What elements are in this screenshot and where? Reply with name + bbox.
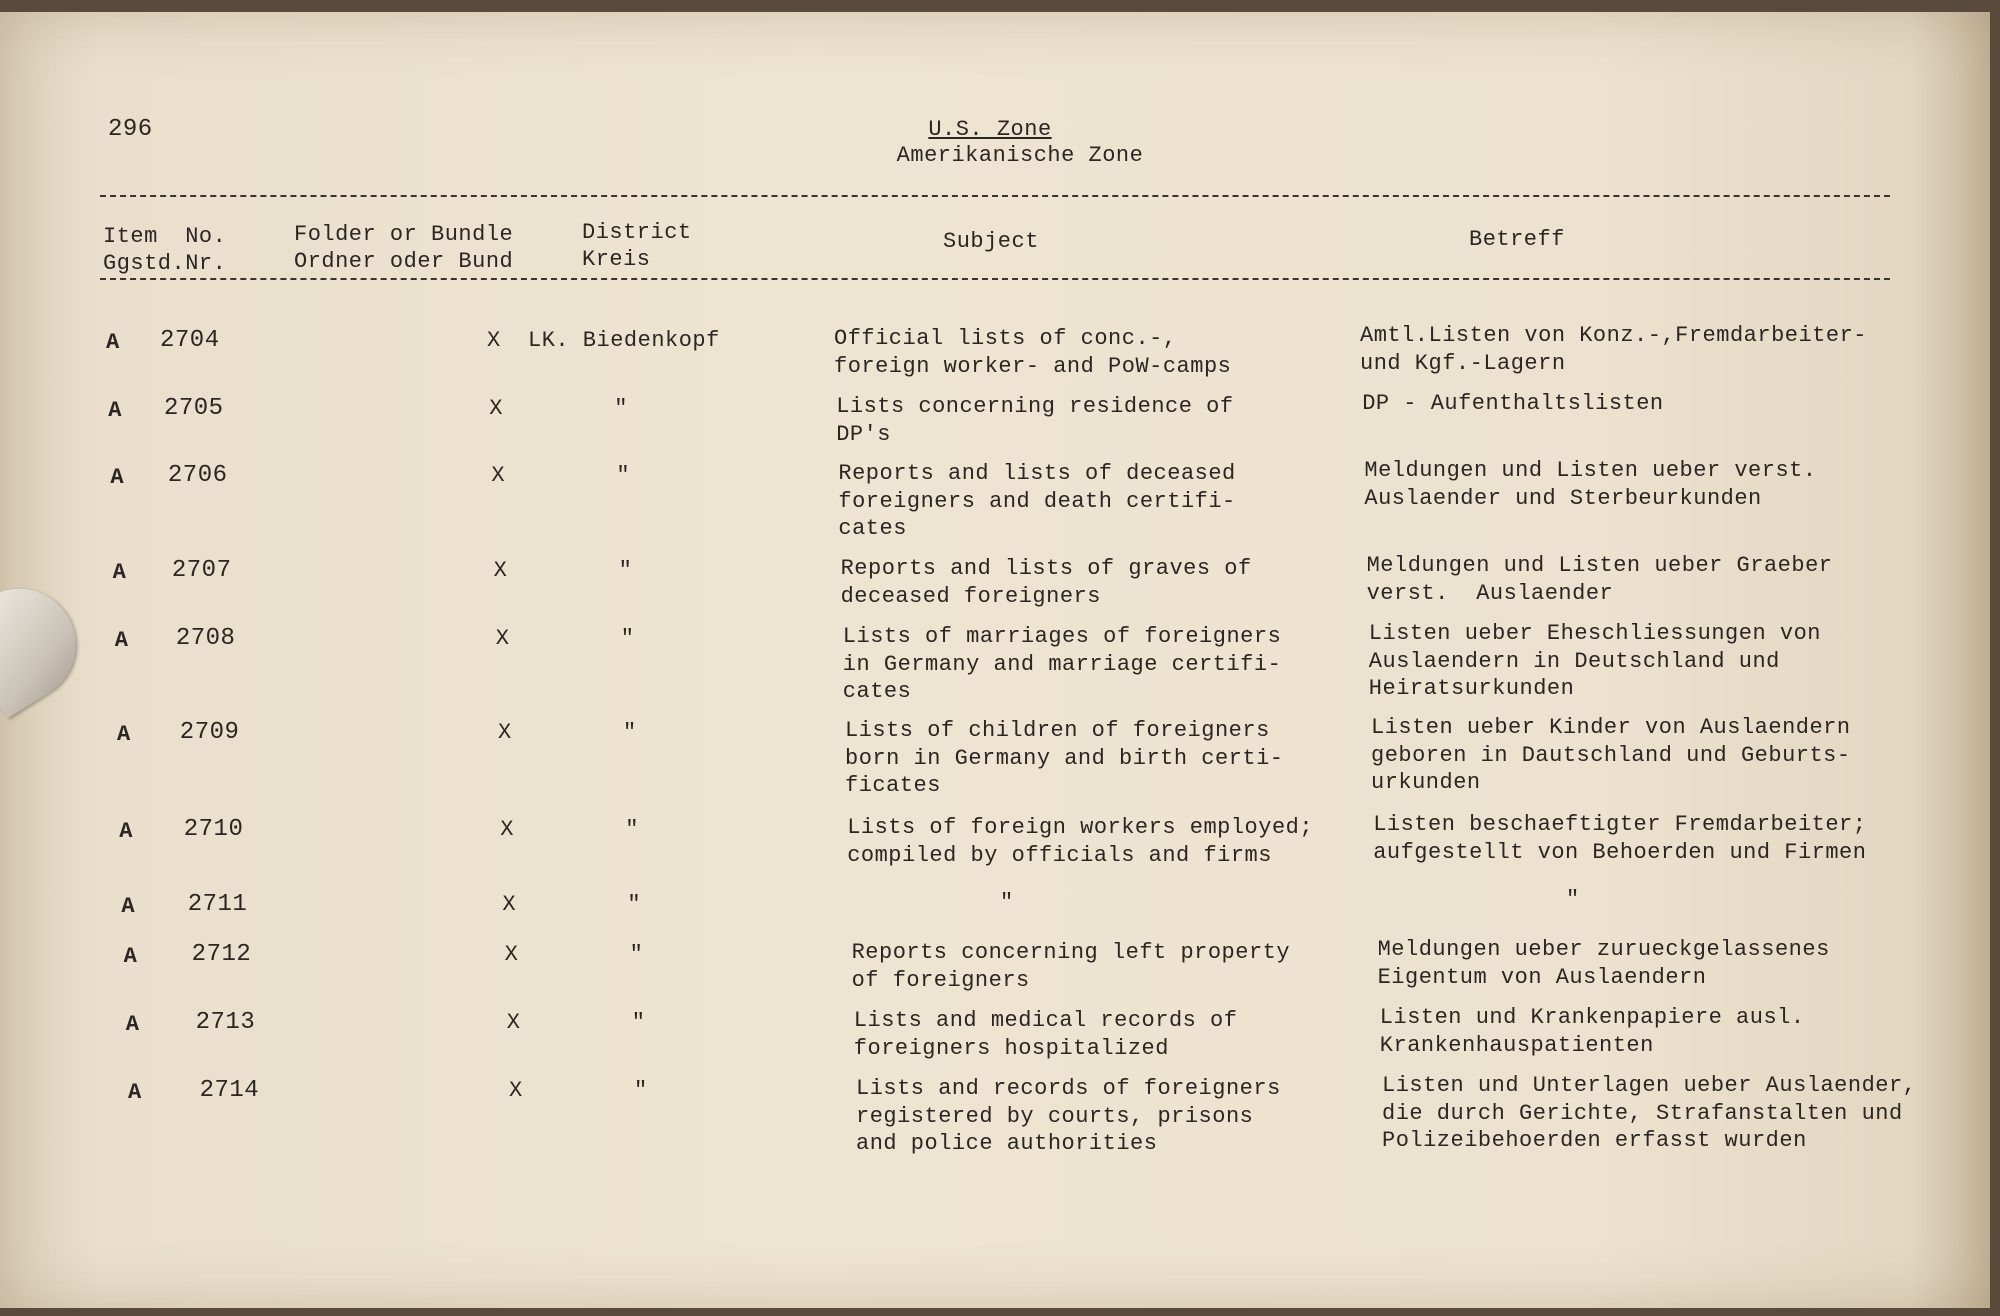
item-letter: A (112, 560, 127, 585)
page-number: 296 (108, 116, 153, 143)
subject-line: Official lists of conc.-, (834, 326, 1177, 351)
betreff-line: Polizeibehoerden erfasst wurden (1382, 1128, 1807, 1153)
district: " (625, 817, 639, 842)
folder-mark: X (493, 558, 508, 583)
betreff-line: aufgestellt von Behoerden und Firmen (1373, 839, 1867, 865)
betreff-line: Listen ueber Kinder von Auslaendern (1371, 715, 1851, 740)
header-item-de: Ggstd.Nr. (103, 251, 227, 276)
item-number: 2714 (199, 1077, 260, 1104)
paper-clip (0, 568, 97, 719)
subject-line: foreigners and death certifi- (838, 488, 1236, 514)
item-letter: A (114, 628, 129, 653)
district: " (614, 396, 628, 421)
folder-mark: X (509, 1078, 523, 1103)
district: " (623, 720, 637, 745)
subject-line: DP's (836, 421, 891, 447)
subject-line: Lists of children of foreigners (845, 718, 1270, 743)
subject-line: Lists concerning residence of (836, 394, 1234, 419)
item-letter: A (123, 944, 138, 969)
subject-line: foreigners hospitalized (853, 1035, 1169, 1061)
betreff-line: Listen und Krankenpapiere ausl. (1379, 1005, 1805, 1030)
subject-line: ficates (845, 773, 941, 798)
district: " (629, 942, 644, 967)
betreff-line: Amtl.Listen von Konz.-,Fremdarbeiter- (1360, 323, 1867, 348)
item-letter: A (117, 722, 131, 747)
folder-mark: X (487, 328, 501, 353)
item-letter: A (108, 398, 122, 423)
header-district-en: District (582, 220, 692, 245)
subject-line: of foreigners (851, 967, 1030, 993)
betreff-line: Auslaendern in Deutschland und (1368, 648, 1780, 674)
item-number: 2708 (175, 625, 236, 652)
subject-line: in Germany and marriage certifi- (842, 651, 1282, 677)
folder-mark: X (504, 942, 519, 967)
subject-line: cates (838, 516, 907, 541)
subject-line: and police authorities (856, 1131, 1158, 1156)
betreff-line: Heiratsurkunden (1368, 676, 1575, 701)
folder-mark: X (500, 817, 514, 842)
folder-mark: X (506, 1010, 521, 1035)
item-letter: A (125, 1012, 140, 1037)
header-folder-en: Folder or Bundle (294, 222, 514, 247)
subject-line: deceased foreigners (840, 583, 1101, 609)
betreff-line: Krankenhauspatienten (1379, 1032, 1654, 1058)
item-letter: A (106, 330, 120, 355)
district: LK. Biedenkopf (528, 328, 720, 353)
district: " (618, 558, 633, 583)
betreff-line: Listen und Unterlagen ueber Auslaender, (1382, 1073, 1917, 1098)
header-subject: Subject (943, 229, 1039, 254)
zone-title: U.S. Zone (928, 117, 1052, 142)
subject-line: cates (842, 679, 912, 704)
subject-line: Lists of foreign workers employed; (847, 815, 1314, 840)
folder-mark: X (498, 720, 512, 745)
header-top-rule (100, 195, 1890, 197)
betreff-line: und Kgf.-Lagern (1360, 350, 1566, 376)
header-folder-de: Ordner oder Bund (294, 249, 514, 274)
district: " (620, 626, 635, 651)
zone-subtitle: Amerikanische Zone (896, 143, 1144, 168)
item-letter: A (121, 894, 136, 919)
item-letter: A (110, 465, 125, 490)
item-number: 2710 (183, 816, 244, 843)
subject-line: Lists of marriages of foreigners (842, 624, 1282, 649)
subject-line: foreign worker- and PoW-camps (834, 353, 1232, 379)
item-letter: A (119, 819, 133, 844)
district: " (631, 1010, 646, 1035)
folder-mark: X (491, 463, 506, 488)
document-page (0, 12, 1990, 1308)
item-number: 2712 (191, 941, 252, 968)
header-district-de: Kreis (582, 247, 651, 272)
item-number: 2706 (167, 462, 228, 489)
betreff-line: Listen beschaeftigter Fremdarbeiter; (1373, 812, 1867, 837)
subject-line: " (1000, 890, 1014, 915)
subject-line: Reports and lists of graves of (840, 556, 1252, 581)
betreff-line: DP - Aufenthaltslisten (1362, 391, 1664, 416)
betreff-line: die durch Gerichte, Strafanstalten und (1382, 1100, 1903, 1126)
betreff-line: Listen ueber Eheschliessungen von (1368, 621, 1821, 646)
header-bottom-rule (100, 278, 1890, 280)
item-number: 2705 (163, 395, 224, 422)
betreff-line: " (1566, 887, 1580, 912)
subject-line: compiled by officials and firms (847, 842, 1272, 868)
item-number: 2707 (171, 557, 232, 584)
item-number: 2709 (179, 719, 240, 746)
district: " (627, 892, 642, 917)
district: " (634, 1078, 648, 1103)
betreff-line: Auslaender und Sterbeurkunden (1364, 485, 1762, 511)
betreff-line: Eigentum von Auslaendern (1377, 964, 1707, 990)
district: " (616, 463, 631, 488)
header-item-en: Item No. (103, 224, 227, 249)
subject-line: Lists and medical records of (853, 1008, 1238, 1033)
betreff-line: verst. Auslaender (1366, 580, 1614, 606)
item-number: 2704 (160, 327, 220, 354)
item-number: 2711 (187, 891, 248, 918)
header-betreff: Betreff (1469, 227, 1565, 252)
subject-line: Lists and records of foreigners (856, 1076, 1281, 1101)
subject-line: born in Germany and birth certi- (845, 745, 1284, 771)
folder-mark: X (502, 892, 517, 917)
folder-mark: X (489, 396, 503, 421)
folder-mark: X (495, 626, 510, 651)
betreff-line: geboren in Dautschland und Geburts- (1371, 742, 1851, 768)
subject-line: Reports and lists of deceased (838, 461, 1236, 486)
subject-line: registered by courts, prisons (856, 1103, 1254, 1129)
item-letter: A (128, 1080, 142, 1105)
betreff-line: urkunden (1371, 770, 1481, 795)
betreff-line: Meldungen ueber zurueckgelassenes (1377, 937, 1830, 962)
subject-line: Reports concerning left property (851, 940, 1291, 965)
betreff-line: Meldungen und Listen ueber verst. (1364, 458, 1817, 483)
item-number: 2713 (195, 1009, 256, 1036)
betreff-line: Meldungen und Listen ueber Graeber (1366, 553, 1833, 578)
